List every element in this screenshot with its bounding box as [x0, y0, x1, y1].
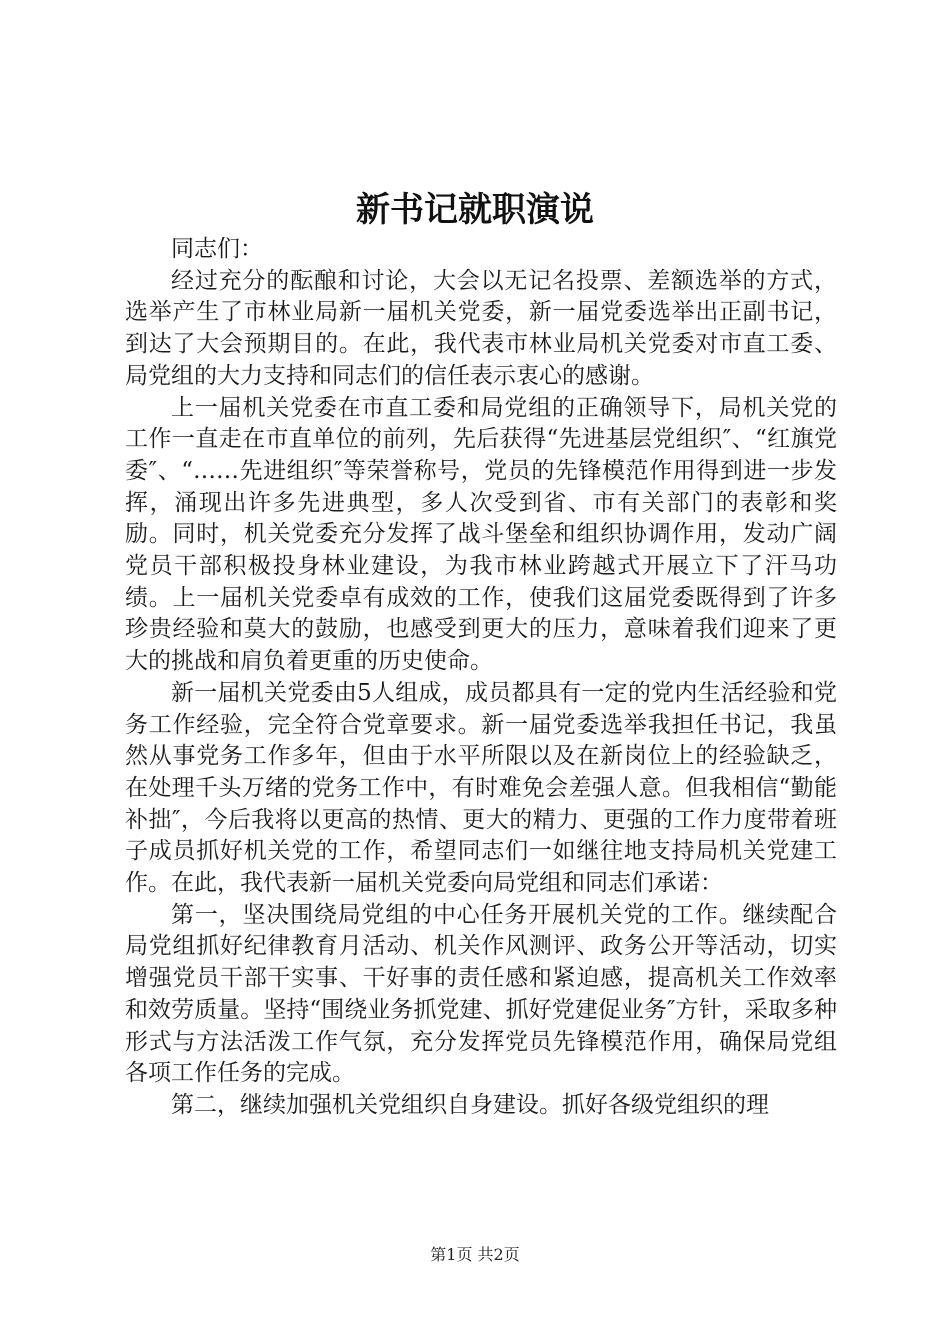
salutation: 同志们： [171, 236, 263, 262]
page-title: 新书记就职演说 [356, 190, 594, 230]
paragraph: 第一，坚决围绕局党组的中心任务开展机关党的工作。继续配合局党组抓好纪律教育月活动、机关作风测评、政务公开等活动，切实增强党员干部干实事、干好事的责任感和紧迫感，提高机关工作效率和效劳质量。坚持“围绕业务抓党建、抓好党建促业务″方针，采取多种形式与方法活泼工作气氛，充分发挥党员先锋模范作用，确保局党组各项工作任务的完成。 [125, 901, 837, 1087]
paragraph: 上一届机关党委在市直工委和局党组的正确领导下，局机关党的工作一直走在市直单位的前列，先后获得“先进基层党组织″、“红旗党委″、“……先进组织″等荣誉称号，党员的先锋模范作用得到进一步发挥，涌现出许多先进典型，多人次受到省、市有关部门的表彰和奖励。同时，机关党委充分发挥了战斗堡垒和组织协调作用，发动广阔党员干部积极投身林业建设，为我市林业跨越式开展立下了汗马功绩。上一届机关党委卓有成效的工作，使我们这届党委既得到了许多珍贵经验和莫大的鼓励，也感受到更大的压力，意味着我们迎来了更大的挑战和肩负着更重的历史使命。 [125, 394, 837, 675]
paragraph: 第二，继续加强机关党组织自身建设。抓好各级党组织的理 [171, 1091, 769, 1118]
document-body [125, 234, 837, 1122]
paragraph: 经过充分的酝酿和讨论，大会以无记名投票、差额选举的方式，选举产生了市林业局新一届机关党委，新一届党委选举出正副书记，到达了大会预期目的。在此，我代表市林业局机关党委对市直工委、局党组的大力支持和同志们的信任表示衷心的感谢。 [125, 267, 837, 389]
paragraph: 新一届机关党委由5人组成，成员都具有一定的党内生活经验和党务工作经验，完全符合党章要求。新一届党委选举我担任书记，我虽然从事党务工作多年，但由于水平所限以及在新岗位上的经验缺乏，在处理千头万绪的党务工作中，有时难免会差强人意。但我相信“勤能补拙″，今后我将以更高的热情、更大的精力、更强的工作力度带着班子成员抓好机关党的工作，希望同志们一如继往地支持局机关党建工作。在此，我代表新一届机关党委向局党组和同志们承诺： [125, 679, 837, 897]
page-footer: 第1页 共2页 [430, 1245, 520, 1264]
